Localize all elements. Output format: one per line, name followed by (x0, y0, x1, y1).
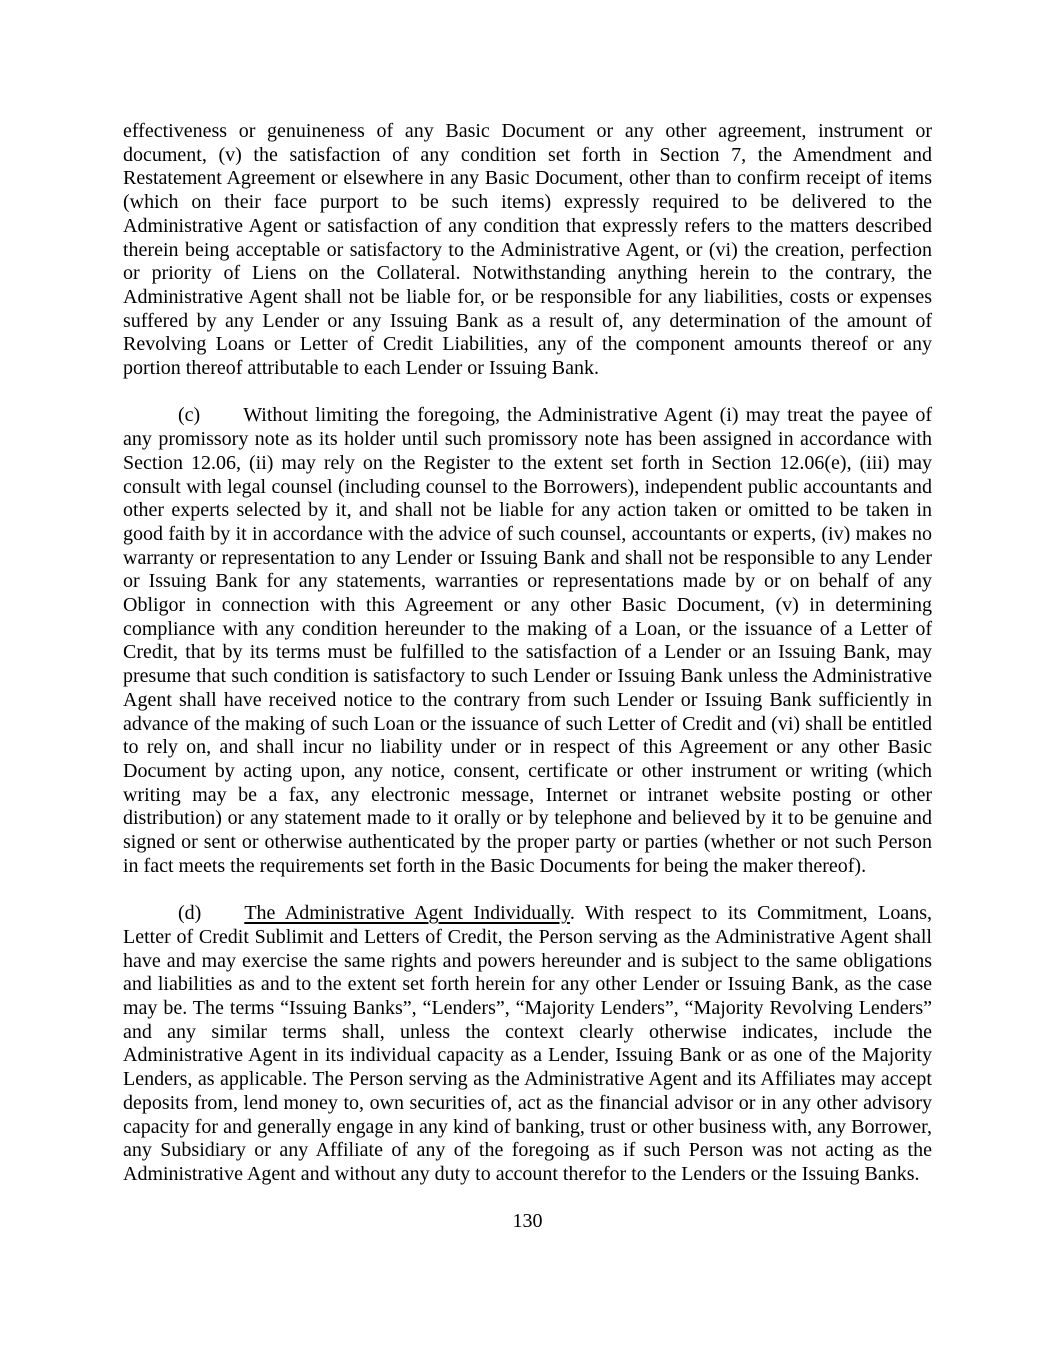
paragraph-d-label: (d) (178, 902, 202, 925)
paragraph-c-text: Without limiting the foregoing, the Administrative Agent (i) may treat the payee of any promissory note as its holder until such promissory note has been assigned in accordance with Section 12.06, (ii) may rely on the Register to the extent set forth in Section 12.06(e), (iii) may consult with legal counsel (including counsel to the Borrowers), independent public accountants and other experts selected by it, and shall not be liable for any action taken or omitted to be taken in good faith by it in accordance with the advice of such counsel, accountants or experts, (iv) makes no warranty or representation to any Lender or Issuing Bank and shall not be responsible to any Lender or Issuing Bank for any statements, warranties or representations made by or on behalf of any Obligor in connection with this Agreement or any other Basic Document, (v) in determining compliance with any condition hereunder to the making of a Loan, or the issuance of a Letter of Credit, that by its terms must be fulfilled to the satisfaction of a Lender or an Issuing Bank, may presume that such condition is satisfactory to such Lender or Issuing Bank unless the Administrative Agent shall have received notice to the contrary from such Lender or Issuing Bank sufficiently in advance of the making of such Loan or the issuance of such Letter of Credit and (vi) shall be entitled to rely on, and shall incur no liability under or in respect of this Agreement or any other Basic Document by acting upon, any notice, consent, certificate or other instrument or writing (which writing may be a fax, any electronic message, Internet or intranet website posting or other distribution) or any statement made to it orally or by telephone and believed by it to be genuine and signed or sent or otherwise authenticated by the proper party or parties (whether or not such Person in fact meets the requirements set forth in the Basic Documents for being the maker thereof). (123, 404, 932, 877)
paragraph-d (123, 902, 932, 1186)
page-number: 130 (512, 1210, 543, 1233)
paragraph-d-heading: The Administrative Agent Individually (244, 902, 570, 925)
paragraph-c (123, 404, 932, 878)
paragraph-continuation: effectiveness or genuineness of any Basic Document or any other agreement, instrument or document, (v) the satisfaction of any condition set forth in Section 7, the Amendment and Restatement Agreement or elsewhere in any Basic Document, other than to confirm receipt of items (which on their face purport to be such items) expressly required to be delivered to the Administrative Agent or satisfaction of any condition that expressly refers to the matters described therein being acceptable or satisfactory to the Administrative Agent, or (vi) the creation, perfection or priority of Liens on the Collateral. Notwithstanding anything herein to the contrary, the Administrative Agent shall not be liable for, or be responsible for any liabilities, costs or expenses suffered by any Lender or any Issuing Bank as a result of, any determination of the amount of Revolving Loans or Letter of Credit Liabilities, any of the component amounts thereof or any portion thereof attributable to each Lender or Issuing Bank. (123, 120, 932, 380)
paragraph-c-label: (c) (178, 404, 201, 427)
paragraph-d-text: . With respect to its Commitment, Loans, Letter of Credit Sublimit and Letters of Credit, the Person serving as the Administrative Agent shall have and may exercise the same rights and powers hereunder and is subject to the same obligations and liabilities as and to the extent set forth herein for any other Lender or Issuing Bank, as the case may be. The terms “Issuing Banks”, “Lenders”, “Majority Lenders”, “Majority Revolving Lenders” and any similar terms shall, unless the context clearly otherwise indicates, include the Administrative Agent in its individual capacity as a Lender, Issuing Bank or as one of the Majority Lenders, as applicable. The Person serving as the Administrative Agent and its Affiliates may accept deposits from, lend money to, own securities of, act as the financial advisor or in any other advisory capacity for and generally engage in any kind of banking, trust or other business with, any Borrower, any Subsidiary or any Affiliate of any of the foregoing as if such Person was not acting as the Administrative Agent and without any duty to account therefor to the Lenders or the Issuing Banks. (123, 902, 932, 1185)
